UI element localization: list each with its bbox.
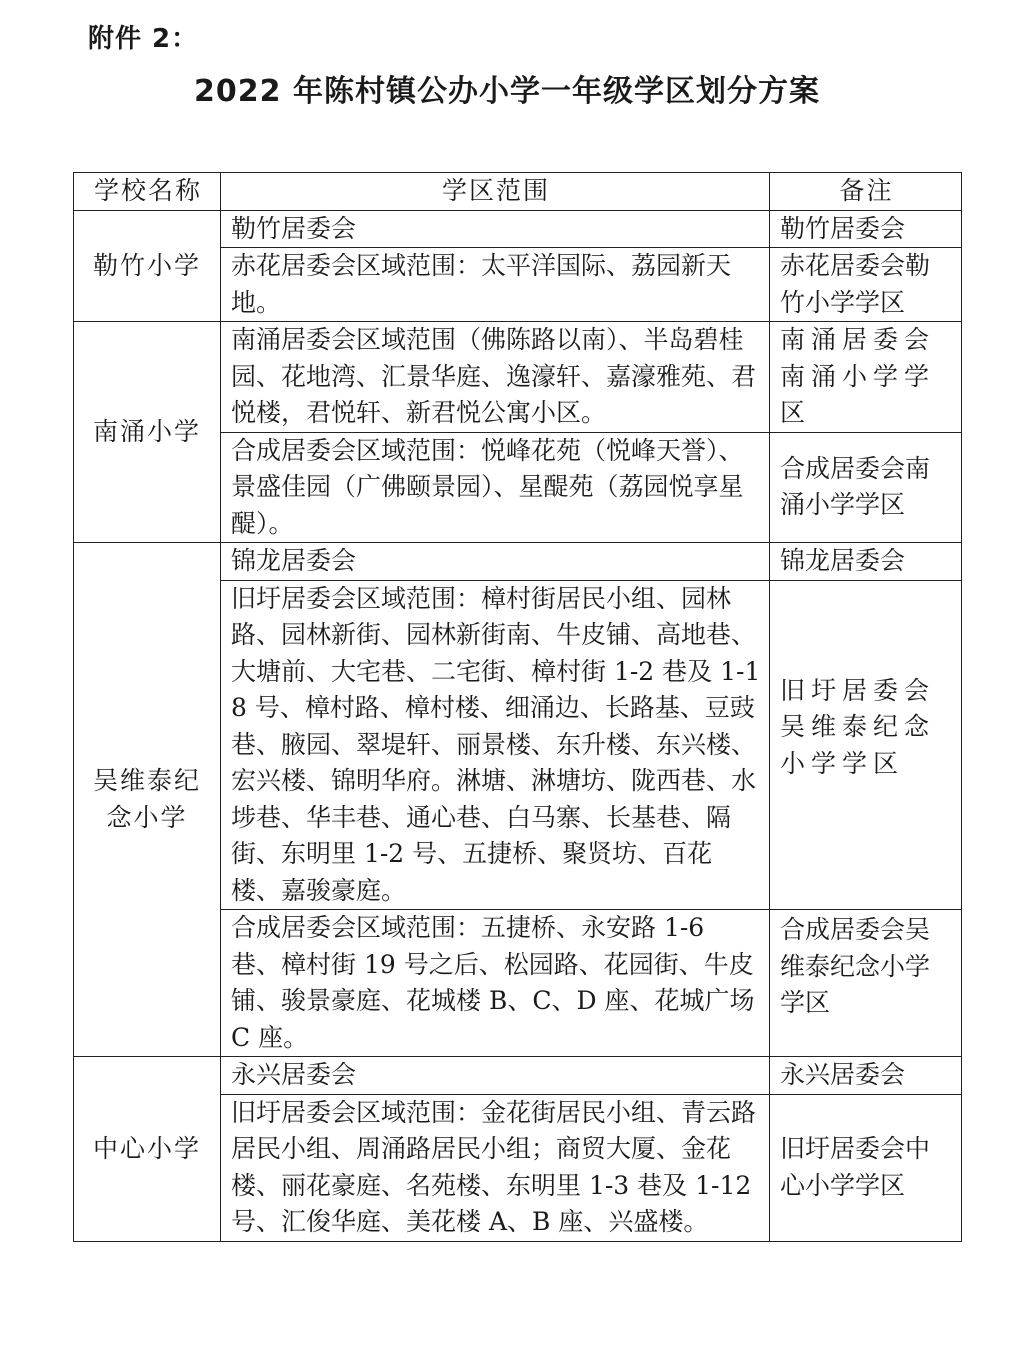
district-scope-cell: 旧圩居委会区域范围：樟村街居民小组、园林路、园林新街、园林新街南、牛皮铺、高地巷、大塘前、大宅巷、二宅街、樟村街 1-2 巷及 1-18 号、樟村路、樟村楼、细涌边、长路基、豆豉巷、腋园、翠堤轩、丽景楼、东升楼、东兴楼、宏兴楼、锦明华府。淋塘、淋塘坊、陇西巷、水埗巷、华丰巷、通心巷、白马寨、长基巷、隔街、东明里 1-2 号、五捷桥、聚贤坊、百花楼、嘉骏豪庭。 (221, 580, 770, 910)
district-scope-cell: 勒竹居委会 (221, 210, 770, 248)
remarks-cell: 旧圩居委会中心小学学区 (770, 1094, 962, 1241)
remarks-cell: 合成居委会南涌小学学区 (770, 432, 962, 543)
district-scope-cell: 旧圩居委会区域范围：金花街居民小组、青云路居民小组、周涌路居民小组；商贸大厦、金花楼、丽花豪庭、名苑楼、东明里 1-3 巷及 1-12 号、汇俊华庭、美花楼 A、B 座、兴盛楼。 (221, 1094, 770, 1241)
district-scope-cell: 锦龙居委会 (221, 543, 770, 581)
document-title: 2022 年陈村镇公办小学一年级学区划分方案 (194, 74, 820, 109)
school-name-cell: 南涌小学 (74, 322, 221, 543)
attachment-label: 附件 2： (88, 24, 199, 54)
school-district-table (73, 172, 962, 1242)
district-scope-cell: 永兴居委会 (221, 1057, 770, 1095)
table-header-row (74, 173, 962, 211)
table-row (74, 322, 962, 433)
remarks-cell: 永兴居委会 (770, 1057, 962, 1095)
table-row (74, 543, 962, 581)
header-school-name: 学校名称 (74, 173, 221, 211)
table-row (74, 1057, 962, 1095)
school-name-cell: 吴维泰纪念小学 (74, 543, 221, 1057)
header-remarks: 备注 (770, 173, 962, 211)
remarks-cell: 合成居委会吴维泰纪念小学学区 (770, 910, 962, 1057)
table-row (74, 210, 962, 248)
remarks-cell: 勒竹居委会 (770, 210, 962, 248)
school-name-cell: 勒竹小学 (74, 210, 221, 322)
school-name-cell: 中心小学 (74, 1057, 221, 1242)
remarks-cell: 旧圩居委会吴维泰纪念小学学区 (770, 580, 962, 910)
remarks-cell: 南涌居委会南涌小学学区 (770, 322, 962, 433)
district-scope-cell: 合成居委会区域范围：五捷桥、永安路 1-6 巷、樟村街 19 号之后、松园路、花园街、牛皮铺、骏景豪庭、花城楼 B、C、D 座、花城广场 C 座。 (221, 910, 770, 1057)
district-scope-cell: 合成居委会区域范围：悦峰花苑（悦峰天誉）、景盛佳园（广佛颐景园）、星醍苑（荔园悦享星醍）。 (221, 432, 770, 543)
remarks-cell: 赤花居委会勒竹小学学区 (770, 248, 962, 322)
remarks-cell: 锦龙居委会 (770, 543, 962, 581)
district-scope-cell: 赤花居委会区域范围：太平洋国际、荔园新天地。 (221, 248, 770, 322)
district-scope-cell: 南涌居委会区域范围（佛陈路以南）、半岛碧桂园、花地湾、汇景华庭、逸濠轩、嘉濠雅苑、君悦楼，君悦轩、新君悦公寓小区。 (221, 322, 770, 433)
header-district-scope: 学区范围 (221, 173, 770, 211)
